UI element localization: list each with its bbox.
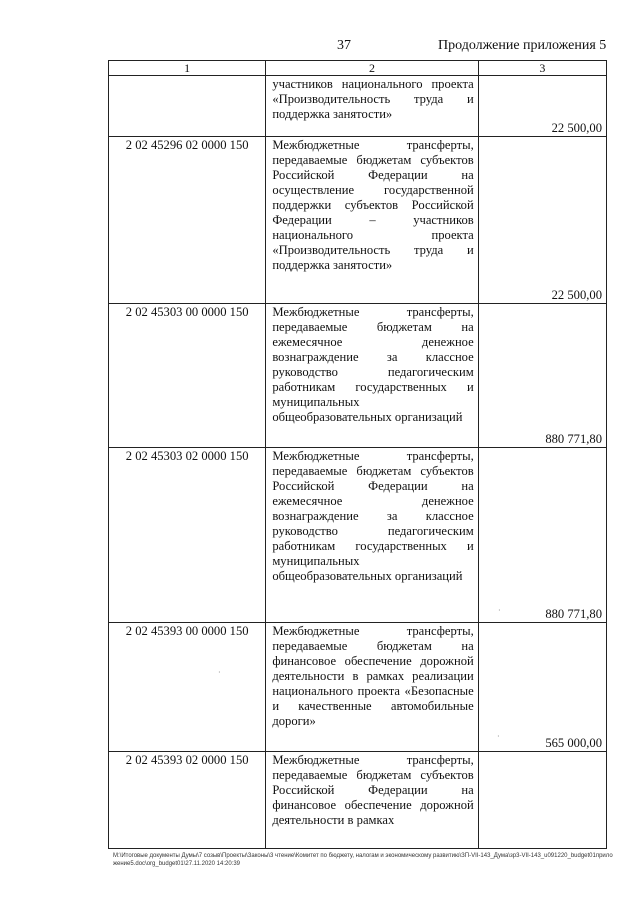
budget-code: 2 02 45393 02 0000 150 (109, 752, 266, 849)
scan-speck: · (218, 668, 221, 677)
budget-code: 2 02 45303 02 0000 150 (109, 448, 266, 623)
table-row (109, 752, 607, 849)
column-header-1: 1 (109, 61, 266, 76)
file-path-footer: M:\Итоговые документы Думы\7 созыв\Проекты\Законы\3 чтение\Комитет по бюджету, налогам и экономическому развитию\ЗП-VII-143_Дума\зр3-VII-143_u091220_budget01приложение5.doc\org_budget01\27.11.2020 14:20:39 (113, 853, 613, 867)
amount: 22 500,00 (478, 137, 606, 304)
table-row (109, 448, 607, 623)
description: Межбюджетные трансферты, передаваемые бюджетам субъектов Российской Федерации на ежемесячное денежное вознаграждение за классное руководство педагогическим работникам государственных и муниципальных общеобразовательных организаций (266, 448, 478, 623)
continuation-heading: Продолжение приложения 5 (438, 38, 607, 53)
column-header-row (109, 61, 607, 76)
table-row (109, 623, 607, 752)
budget-code: 2 02 45296 02 0000 150 (109, 137, 266, 304)
budget-code (109, 76, 266, 137)
scan-speck: · (497, 732, 500, 741)
description: участников национального проекта «Производительность труда и поддержка занятости» (266, 76, 478, 137)
budget-code: 2 02 45393 00 0000 150 (109, 623, 266, 752)
amount: 565 000,00 (478, 623, 606, 752)
amount: 880 771,80 (478, 448, 606, 623)
amount (478, 752, 606, 849)
column-header-2: 2 (266, 61, 478, 76)
column-header-3: 3 (478, 61, 606, 76)
page-number: 37 (337, 38, 351, 53)
description: Межбюджетные трансферты, передаваемые бюджетам на финансовое обеспечение дорожной деятельности в рамках реализации национального проекта «Безопасные и качественные автомобильные дороги» (266, 623, 478, 752)
amount: 880 771,80 (478, 304, 606, 448)
table-row (109, 137, 607, 304)
table-row (109, 76, 607, 137)
amount: 22 500,00 (478, 76, 606, 137)
budget-table (108, 60, 607, 849)
description: Межбюджетные трансферты, передаваемые бюджетам субъектов Российской Федерации на финансовое обеспечение дорожной деятельности в рамках (266, 752, 478, 849)
table-row (109, 304, 607, 448)
description: Межбюджетные трансферты, передаваемые бюджетам субъектов Российской Федерации на осуществление государственной поддержки субъектов Российской Федерации – участников национального проекта «Производительность труда и поддержка занятости» (266, 137, 478, 304)
budget-code: 2 02 45303 00 0000 150 (109, 304, 266, 448)
scan-speck: · (498, 606, 501, 615)
description: Межбюджетные трансферты, передаваемые бюджетам на ежемесячное денежное вознаграждение за классное руководство педагогическим работникам государственных и муниципальных общеобразовательных организаций (266, 304, 478, 448)
